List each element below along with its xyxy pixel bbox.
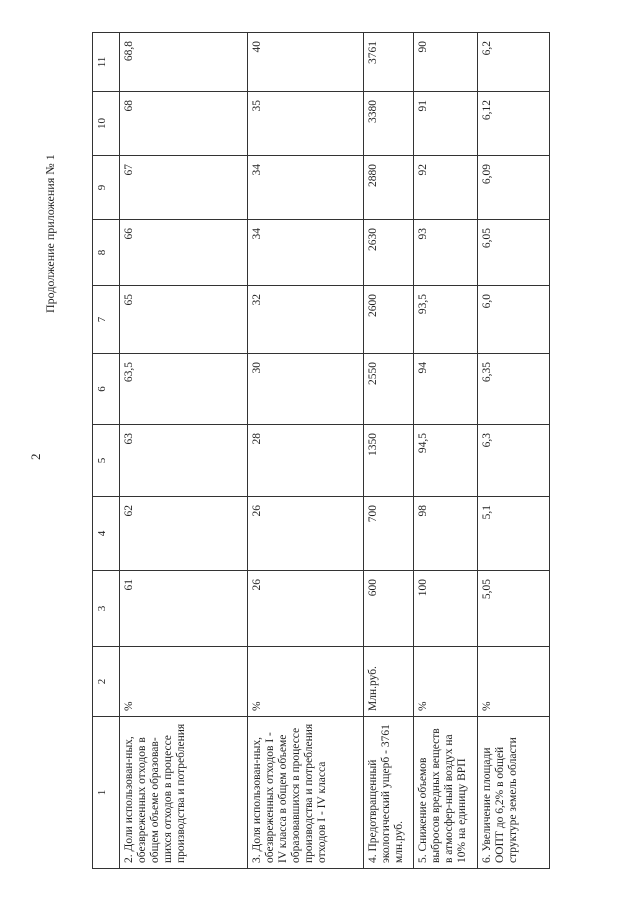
value-cell: 26 bbox=[248, 571, 364, 647]
column-header: 8 bbox=[93, 220, 120, 286]
unit-cell: % bbox=[478, 647, 550, 717]
value-cell: 68,8 bbox=[120, 33, 248, 92]
value-cell: 6,0 bbox=[478, 286, 550, 354]
appendix-title: Продолжение приложения № 1 bbox=[43, 154, 57, 313]
value-cell: 35 bbox=[248, 92, 364, 156]
unit-cell: % bbox=[120, 647, 248, 717]
unit-cell: % bbox=[414, 647, 478, 717]
value-cell: 6,35 bbox=[478, 354, 550, 425]
value-cell: 5,1 bbox=[478, 497, 550, 571]
column-header: 6 bbox=[93, 354, 120, 425]
value-cell: 98 bbox=[414, 497, 478, 571]
value-cell: 2550 bbox=[364, 354, 414, 425]
value-cell: 62 bbox=[120, 497, 248, 571]
value-cell: 2600 bbox=[364, 286, 414, 354]
table-row bbox=[414, 33, 478, 869]
value-cell: 90 bbox=[414, 33, 478, 92]
column-header: 1 bbox=[93, 717, 120, 869]
value-cell: 93 bbox=[414, 220, 478, 286]
value-cell: 5,05 bbox=[478, 571, 550, 647]
column-header: 2 bbox=[93, 647, 120, 717]
unit-cell: Млн.руб. bbox=[364, 647, 414, 717]
table-row bbox=[120, 33, 248, 869]
table-header-row bbox=[93, 33, 120, 869]
indicator-description: 3. Доля использован-ных, обезвреженных отходов I - IV класса в общем объеме образовавшихся в процессе производства и потребления отходов I - IV класса bbox=[248, 717, 364, 869]
value-cell: 34 bbox=[248, 220, 364, 286]
table-row bbox=[248, 33, 364, 869]
column-header: 9 bbox=[93, 156, 120, 220]
value-cell: 3761 bbox=[364, 33, 414, 92]
value-cell: 68 bbox=[120, 92, 248, 156]
value-cell: 67 bbox=[120, 156, 248, 220]
value-cell: 100 bbox=[414, 571, 478, 647]
value-cell: 6,3 bbox=[478, 425, 550, 497]
value-cell: 94,5 bbox=[414, 425, 478, 497]
indicators-table bbox=[92, 32, 550, 869]
table-row bbox=[364, 33, 414, 869]
value-cell: 6,09 bbox=[478, 156, 550, 220]
value-cell: 93,5 bbox=[414, 286, 478, 354]
value-cell: 2630 bbox=[364, 220, 414, 286]
column-header: 11 bbox=[93, 33, 120, 92]
value-cell: 61 bbox=[120, 571, 248, 647]
column-header: 7 bbox=[93, 286, 120, 354]
table-row bbox=[478, 33, 550, 869]
value-cell: 600 bbox=[364, 571, 414, 647]
indicator-description: 6. Увеличение площади ООПТ до 6,2% в общей структуре земель области bbox=[478, 717, 550, 869]
indicator-description: 2. Доли использован-ных, обезвреженных отходов в общем объеме образовав-шихся отходов в процессе производства и потребления bbox=[120, 717, 248, 869]
value-cell: 30 bbox=[248, 354, 364, 425]
value-cell: 6,12 bbox=[478, 92, 550, 156]
page-number: 2 bbox=[28, 453, 43, 460]
indicator-description: 4. Предотвращенный экологический ущерб - 3761 млн.руб. bbox=[364, 717, 414, 869]
value-cell: 26 bbox=[248, 497, 364, 571]
unit-cell: % bbox=[248, 647, 364, 717]
value-cell: 34 bbox=[248, 156, 364, 220]
column-header: 10 bbox=[93, 92, 120, 156]
value-cell: 65 bbox=[120, 286, 248, 354]
value-cell: 63 bbox=[120, 425, 248, 497]
column-header: 4 bbox=[93, 497, 120, 571]
value-cell: 6,05 bbox=[478, 220, 550, 286]
value-cell: 6,2 bbox=[478, 33, 550, 92]
indicator-description: 5. Снижение объемов выбросов вредных веществ в атмосфер-ный воздух на 10% на единицу ВРП bbox=[414, 717, 478, 869]
value-cell: 28 bbox=[248, 425, 364, 497]
value-cell: 91 bbox=[414, 92, 478, 156]
value-cell: 92 bbox=[414, 156, 478, 220]
value-cell: 66 bbox=[120, 220, 248, 286]
value-cell: 32 bbox=[248, 286, 364, 354]
value-cell: 3380 bbox=[364, 92, 414, 156]
value-cell: 2880 bbox=[364, 156, 414, 220]
value-cell: 1350 bbox=[364, 425, 414, 497]
value-cell: 94 bbox=[414, 354, 478, 425]
value-cell: 700 bbox=[364, 497, 414, 571]
column-header: 5 bbox=[93, 425, 120, 497]
value-cell: 40 bbox=[248, 33, 364, 92]
value-cell: 63,5 bbox=[120, 354, 248, 425]
column-header: 3 bbox=[93, 571, 120, 647]
